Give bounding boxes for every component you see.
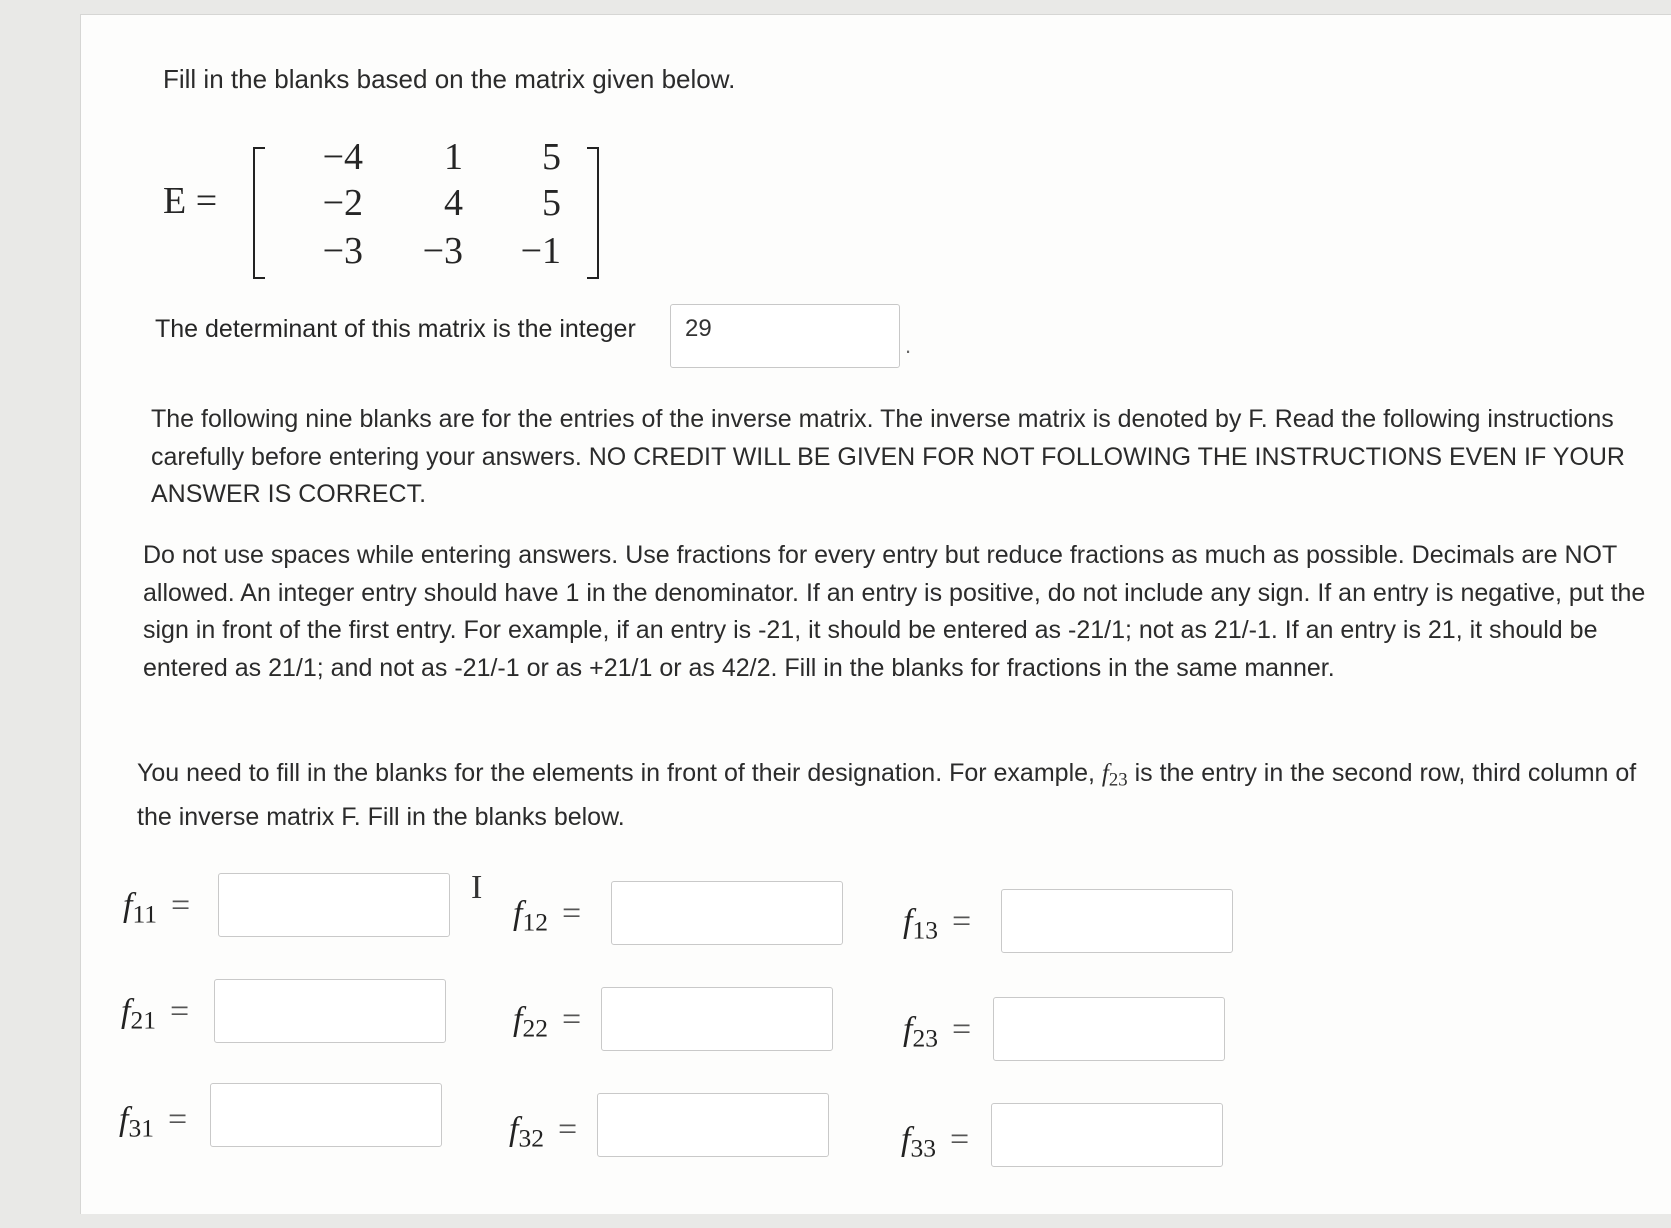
f33-input[interactable] [991, 1103, 1223, 1167]
label-f13: $f_{13}$ = [903, 903, 972, 945]
f11-input[interactable] [218, 873, 450, 937]
matrix-cell: −1 [520, 230, 561, 272]
label-f33: $f_{33}$ = [901, 1121, 970, 1163]
intro-text: Fill in the blanks based on the matrix given below. [163, 64, 736, 94]
f21-input[interactable] [214, 979, 446, 1043]
matrix-cell: −4 [322, 136, 363, 178]
matrix-cell: 1 [444, 136, 463, 178]
f22-input[interactable] [601, 987, 833, 1051]
matrix-cell: 4 [444, 182, 463, 224]
instructions-paragraph-2: Do not use spaces while entering answers. Use fractions for every entry but reduce fractions as much as possible. Decimals are NOT allowed. An integer entry should have 1 in the denominator. If an entry is positive, do not include any sign. If an entry is negative, put the sign in front of the first entry. For example, if an entry is -21, it should be entered as -21/1; not as 21/-1. If an entry is 21, it should be entered as 21/1; and not as -21/-1 or as +21/1 or as 42/2. Fill in the blanks for fractions in the same manner. [143, 541, 1646, 682]
instructions-paragraph-1: The following nine blanks are for the entries of the inverse matrix. The inverse matrix is denoted by F. Read the following instructions carefully before entering your answers. NO CREDIT WILL BE GIVEN FOR NOT FOLLOWING THE INSTRUCTIONS EVEN IF YOUR ANSWER IS CORRECT. [151, 405, 1625, 508]
paragraph3-after: is the entry in the second row, third column of the inverse matrix F. Fill in the blanks below. [137, 759, 1637, 832]
f23-input[interactable] [993, 997, 1225, 1061]
label-f22: $f_{22}$ = [513, 1001, 582, 1043]
text-cursor-icon: I [471, 869, 483, 906]
label-f12: $f_{12}$ = [513, 895, 582, 937]
label-f21: $f_{21}$ = [121, 993, 190, 1035]
label-f11: $f_{11}$ = [123, 887, 191, 929]
matrix-cell: 5 [542, 182, 561, 224]
matrix-cell: 5 [542, 136, 561, 178]
label-f31: $f_{31}$ = [119, 1101, 188, 1143]
matrix-name: E = [163, 180, 218, 222]
f31-input[interactable] [210, 1083, 442, 1147]
label-f32: $f_{32}$ = [509, 1111, 578, 1153]
question-page [80, 14, 1671, 1214]
determinant-input[interactable]: 29 [670, 304, 900, 368]
matrix-cell: −2 [322, 182, 363, 224]
determinant-label: The determinant of this matrix is the integer [155, 315, 636, 343]
matrix-cell: −3 [422, 230, 463, 272]
f32-input[interactable] [597, 1093, 829, 1157]
paragraph3-before: You need to fill in the blanks for the elements in front of their designation. For example, [137, 759, 1102, 787]
f12-input[interactable] [611, 881, 843, 945]
instructions-paragraph-3 [137, 755, 1671, 837]
label-f23: $f_{23}$ = [903, 1011, 972, 1053]
matrix-e [163, 125, 561, 281]
determinant-period: . [905, 333, 912, 358]
matrix-cell: −3 [322, 230, 363, 272]
paragraph3-var: f [1101, 760, 1109, 787]
paragraph3-sub: 23 [1108, 769, 1128, 791]
f13-input[interactable] [1001, 889, 1233, 953]
matrix-right-bracket [587, 147, 599, 279]
matrix-left-bracket [253, 147, 265, 279]
